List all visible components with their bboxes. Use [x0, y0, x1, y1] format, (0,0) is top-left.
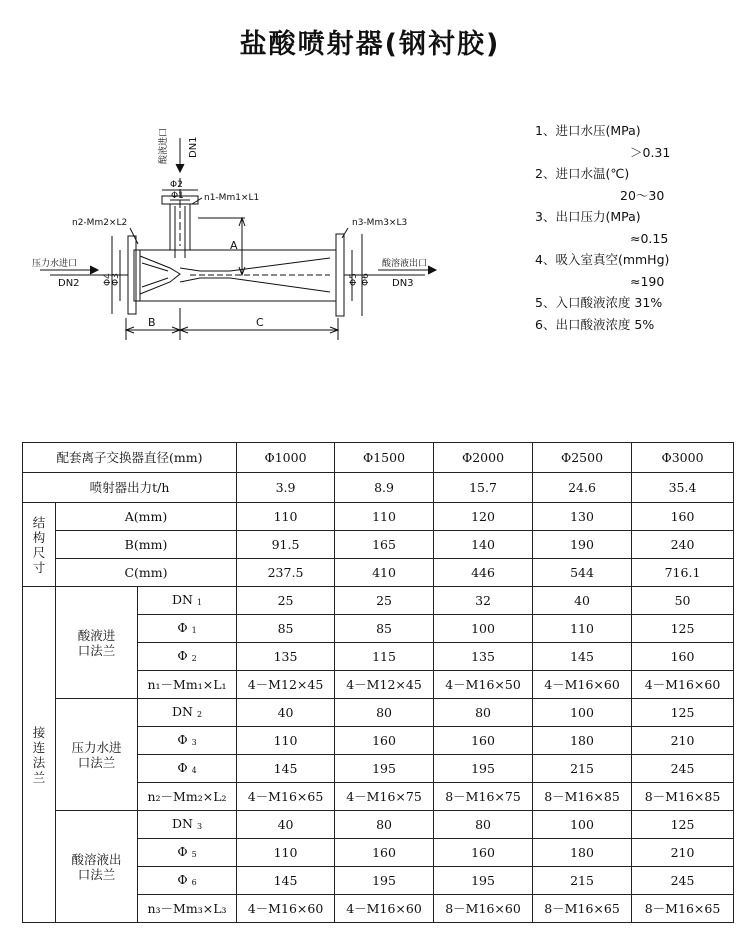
- table-cell: 135: [237, 643, 335, 671]
- flange-name: [56, 811, 138, 923]
- param-label: DN 2: [138, 699, 237, 727]
- table-cell: 8－M16×65: [533, 895, 632, 923]
- flange-name: [56, 587, 138, 699]
- table-cell: 4－M12×45: [335, 671, 434, 699]
- param-label: Φ 2: [138, 643, 237, 671]
- table-cell: 110: [237, 727, 335, 755]
- group-char: 兰: [32, 769, 46, 785]
- spec-list: [535, 120, 735, 335]
- flange-name-line: 压力水进: [71, 739, 122, 755]
- table-cell: 120: [434, 503, 533, 531]
- table-header-row: [23, 443, 734, 473]
- phi1-label: Φ1: [171, 191, 184, 201]
- row-label: B(mm): [56, 531, 237, 559]
- phi6-label: Φ6: [361, 273, 371, 286]
- table-cell: 125: [632, 615, 734, 643]
- group-char: 连: [32, 739, 46, 755]
- table-cell: 40: [533, 587, 632, 615]
- table-row: [23, 473, 734, 503]
- param-label: Φ 3: [138, 727, 237, 755]
- ejector-diagram: [30, 118, 460, 348]
- group-char: 接: [32, 724, 46, 740]
- table-cell: 195: [335, 755, 434, 783]
- table-row: [23, 531, 734, 559]
- table-cell: 4－M16×75: [335, 783, 434, 811]
- table-cell: 91.5: [237, 531, 335, 559]
- dim-b-label: B: [148, 316, 156, 329]
- table-cell: 85: [335, 615, 434, 643]
- table-cell: 446: [434, 559, 533, 587]
- table-cell: 4－M16×60: [237, 895, 335, 923]
- table-cell: 145: [237, 867, 335, 895]
- table-cell: 25: [335, 587, 434, 615]
- table-cell: 35.4: [632, 473, 734, 503]
- table-cell: 195: [335, 867, 434, 895]
- table-cell: 3.9: [237, 473, 335, 503]
- inlet-top-label: 酸液进口: [159, 127, 169, 164]
- table-cell: 110: [335, 503, 434, 531]
- diameter-cell: Φ1000: [237, 443, 335, 473]
- table-cell: 190: [533, 531, 632, 559]
- group-char: 寸: [32, 559, 46, 575]
- table-row: [23, 587, 734, 615]
- table-cell: 215: [533, 867, 632, 895]
- table-cell: 115: [335, 643, 434, 671]
- table-row: [23, 559, 734, 587]
- table-cell: 145: [533, 643, 632, 671]
- table-cell: 195: [434, 867, 533, 895]
- spec-label: 3、出口压力(MPa): [535, 209, 641, 224]
- table-cell: 4－M16×50: [434, 671, 533, 699]
- output-label: 喷射器出力t/h: [23, 473, 237, 503]
- dim-c-label: C: [256, 316, 264, 329]
- param-label: Φ 5: [138, 839, 237, 867]
- group-char: 尺: [32, 544, 46, 560]
- n1-label: n1-Mm1×L1: [204, 193, 260, 203]
- table-cell: 8－M16×65: [632, 895, 734, 923]
- spec-value: ≈190: [630, 273, 665, 289]
- table-row: [23, 503, 734, 531]
- diameter-cell: Φ1500: [335, 443, 434, 473]
- spec-label: 2、进口水温(℃): [535, 166, 630, 181]
- table-cell: 110: [237, 503, 335, 531]
- spec-table: [22, 442, 734, 923]
- outlet-right-label: 酸溶液出口: [382, 259, 428, 269]
- table-cell: 180: [533, 839, 632, 867]
- table-cell: 195: [434, 755, 533, 783]
- table-cell: 25: [237, 587, 335, 615]
- conn-group-label: [23, 587, 56, 923]
- table-cell: 160: [434, 727, 533, 755]
- table-cell: 80: [434, 811, 533, 839]
- table-row: [23, 699, 734, 727]
- table-cell: 4－M16×60: [632, 671, 734, 699]
- group-char: 构: [32, 529, 46, 545]
- dim-a-label: A: [230, 239, 238, 252]
- phi3-label: Φ3: [111, 273, 121, 286]
- phi2-label: Φ2: [170, 180, 183, 190]
- table-cell: 165: [335, 531, 434, 559]
- table-cell: 160: [632, 643, 734, 671]
- table-cell: 8－M16×75: [434, 783, 533, 811]
- table-cell: 80: [335, 811, 434, 839]
- table-cell: 4－M12×45: [237, 671, 335, 699]
- group-char: 结: [32, 514, 46, 530]
- struct-group-label: [23, 503, 56, 587]
- table-cell: 125: [632, 811, 734, 839]
- flange-name-line: 口法兰: [77, 866, 116, 882]
- table-cell: 8－M16×85: [632, 783, 734, 811]
- spec-label: 5、入口酸液浓度 31%: [535, 295, 663, 310]
- n2-label: n2-Mm2×L2: [72, 218, 128, 228]
- table-cell: 4－M16×65: [237, 783, 335, 811]
- table-cell: 215: [533, 755, 632, 783]
- param-label: Φ 6: [138, 867, 237, 895]
- diameter-cell: Φ3000: [632, 443, 734, 473]
- diameter-cell: Φ2000: [434, 443, 533, 473]
- table-cell: 80: [434, 699, 533, 727]
- param-label: n₃－Mm₃×L₃: [138, 895, 237, 923]
- table-cell: 100: [533, 699, 632, 727]
- param-label: DN 3: [138, 811, 237, 839]
- table-cell: 410: [335, 559, 434, 587]
- spec-value: ＞0.31: [630, 144, 671, 160]
- table-cell: 160: [335, 839, 434, 867]
- phi5-label: Φ5: [349, 273, 359, 286]
- table-cell: 140: [434, 531, 533, 559]
- table-cell: 160: [632, 503, 734, 531]
- table-cell: 8.9: [335, 473, 434, 503]
- table-cell: 130: [533, 503, 632, 531]
- table-cell: 110: [237, 839, 335, 867]
- table-cell: 40: [237, 699, 335, 727]
- spec-label: 1、进口水压(MPa): [535, 123, 641, 138]
- phi4-label: Φ4: [103, 273, 113, 286]
- flange-name-line: 口法兰: [77, 642, 116, 658]
- table-cell: 237.5: [237, 559, 335, 587]
- flange-name-line: 酸溶液出: [71, 851, 122, 867]
- table-cell: 245: [632, 755, 734, 783]
- param-label: Φ 1: [138, 615, 237, 643]
- spec-value: 20～30: [620, 187, 665, 203]
- page-title: 盐酸喷射器(钢衬胶): [239, 29, 501, 60]
- table-cell: 210: [632, 727, 734, 755]
- table-cell: 544: [533, 559, 632, 587]
- param-label: n₁－Mm₁×L₁: [138, 671, 237, 699]
- table-cell: 100: [533, 811, 632, 839]
- dn3-label: DN3: [392, 278, 414, 289]
- table-cell: 15.7: [434, 473, 533, 503]
- table-cell: 145: [237, 755, 335, 783]
- param-label: n₂－Mm₂×L₂: [138, 783, 237, 811]
- table-cell: 8－M16×60: [434, 895, 533, 923]
- table-cell: 180: [533, 727, 632, 755]
- flange-name-line: 口法兰: [77, 754, 116, 770]
- table-cell: 240: [632, 531, 734, 559]
- flange-name: [56, 699, 138, 811]
- table-cell: 160: [335, 727, 434, 755]
- table-cell: 40: [237, 811, 335, 839]
- spec-value: ≈0.15: [630, 230, 669, 246]
- diameter-cell: Φ2500: [533, 443, 632, 473]
- spec-label: 4、吸入室真空(mmHg): [535, 252, 670, 267]
- dn2-label: DN2: [58, 278, 80, 289]
- table-cell: 4－M16×60: [335, 895, 434, 923]
- table-cell: 125: [632, 699, 734, 727]
- table-cell: 80: [335, 699, 434, 727]
- n3-label: n3-Mm3×L3: [352, 218, 408, 228]
- table-cell: 210: [632, 839, 734, 867]
- dn1-label: DN1: [188, 136, 199, 158]
- table-cell: 100: [434, 615, 533, 643]
- table-cell: 160: [434, 839, 533, 867]
- row-label: C(mm): [56, 559, 237, 587]
- table-cell: 85: [237, 615, 335, 643]
- table-cell: 24.6: [533, 473, 632, 503]
- table-cell: 110: [533, 615, 632, 643]
- header-label: 配套离子交换器直径(mm): [23, 443, 237, 473]
- table-cell: 8－M16×85: [533, 783, 632, 811]
- param-label: DN 1: [138, 587, 237, 615]
- table-cell: 135: [434, 643, 533, 671]
- table-row: [23, 811, 734, 839]
- table-cell: 245: [632, 867, 734, 895]
- table-cell: 50: [632, 587, 734, 615]
- table-cell: 32: [434, 587, 533, 615]
- table-cell: 4－M16×60: [533, 671, 632, 699]
- table-cell: 716.1: [632, 559, 734, 587]
- param-label: Φ 4: [138, 755, 237, 783]
- flange-name-line: 酸液进: [77, 627, 116, 643]
- spec-label: 6、出口酸液浓度 5%: [535, 316, 655, 332]
- inlet-left-label: 压力水进口: [32, 259, 78, 269]
- row-label: A(mm): [56, 503, 237, 531]
- group-char: 法: [32, 754, 46, 770]
